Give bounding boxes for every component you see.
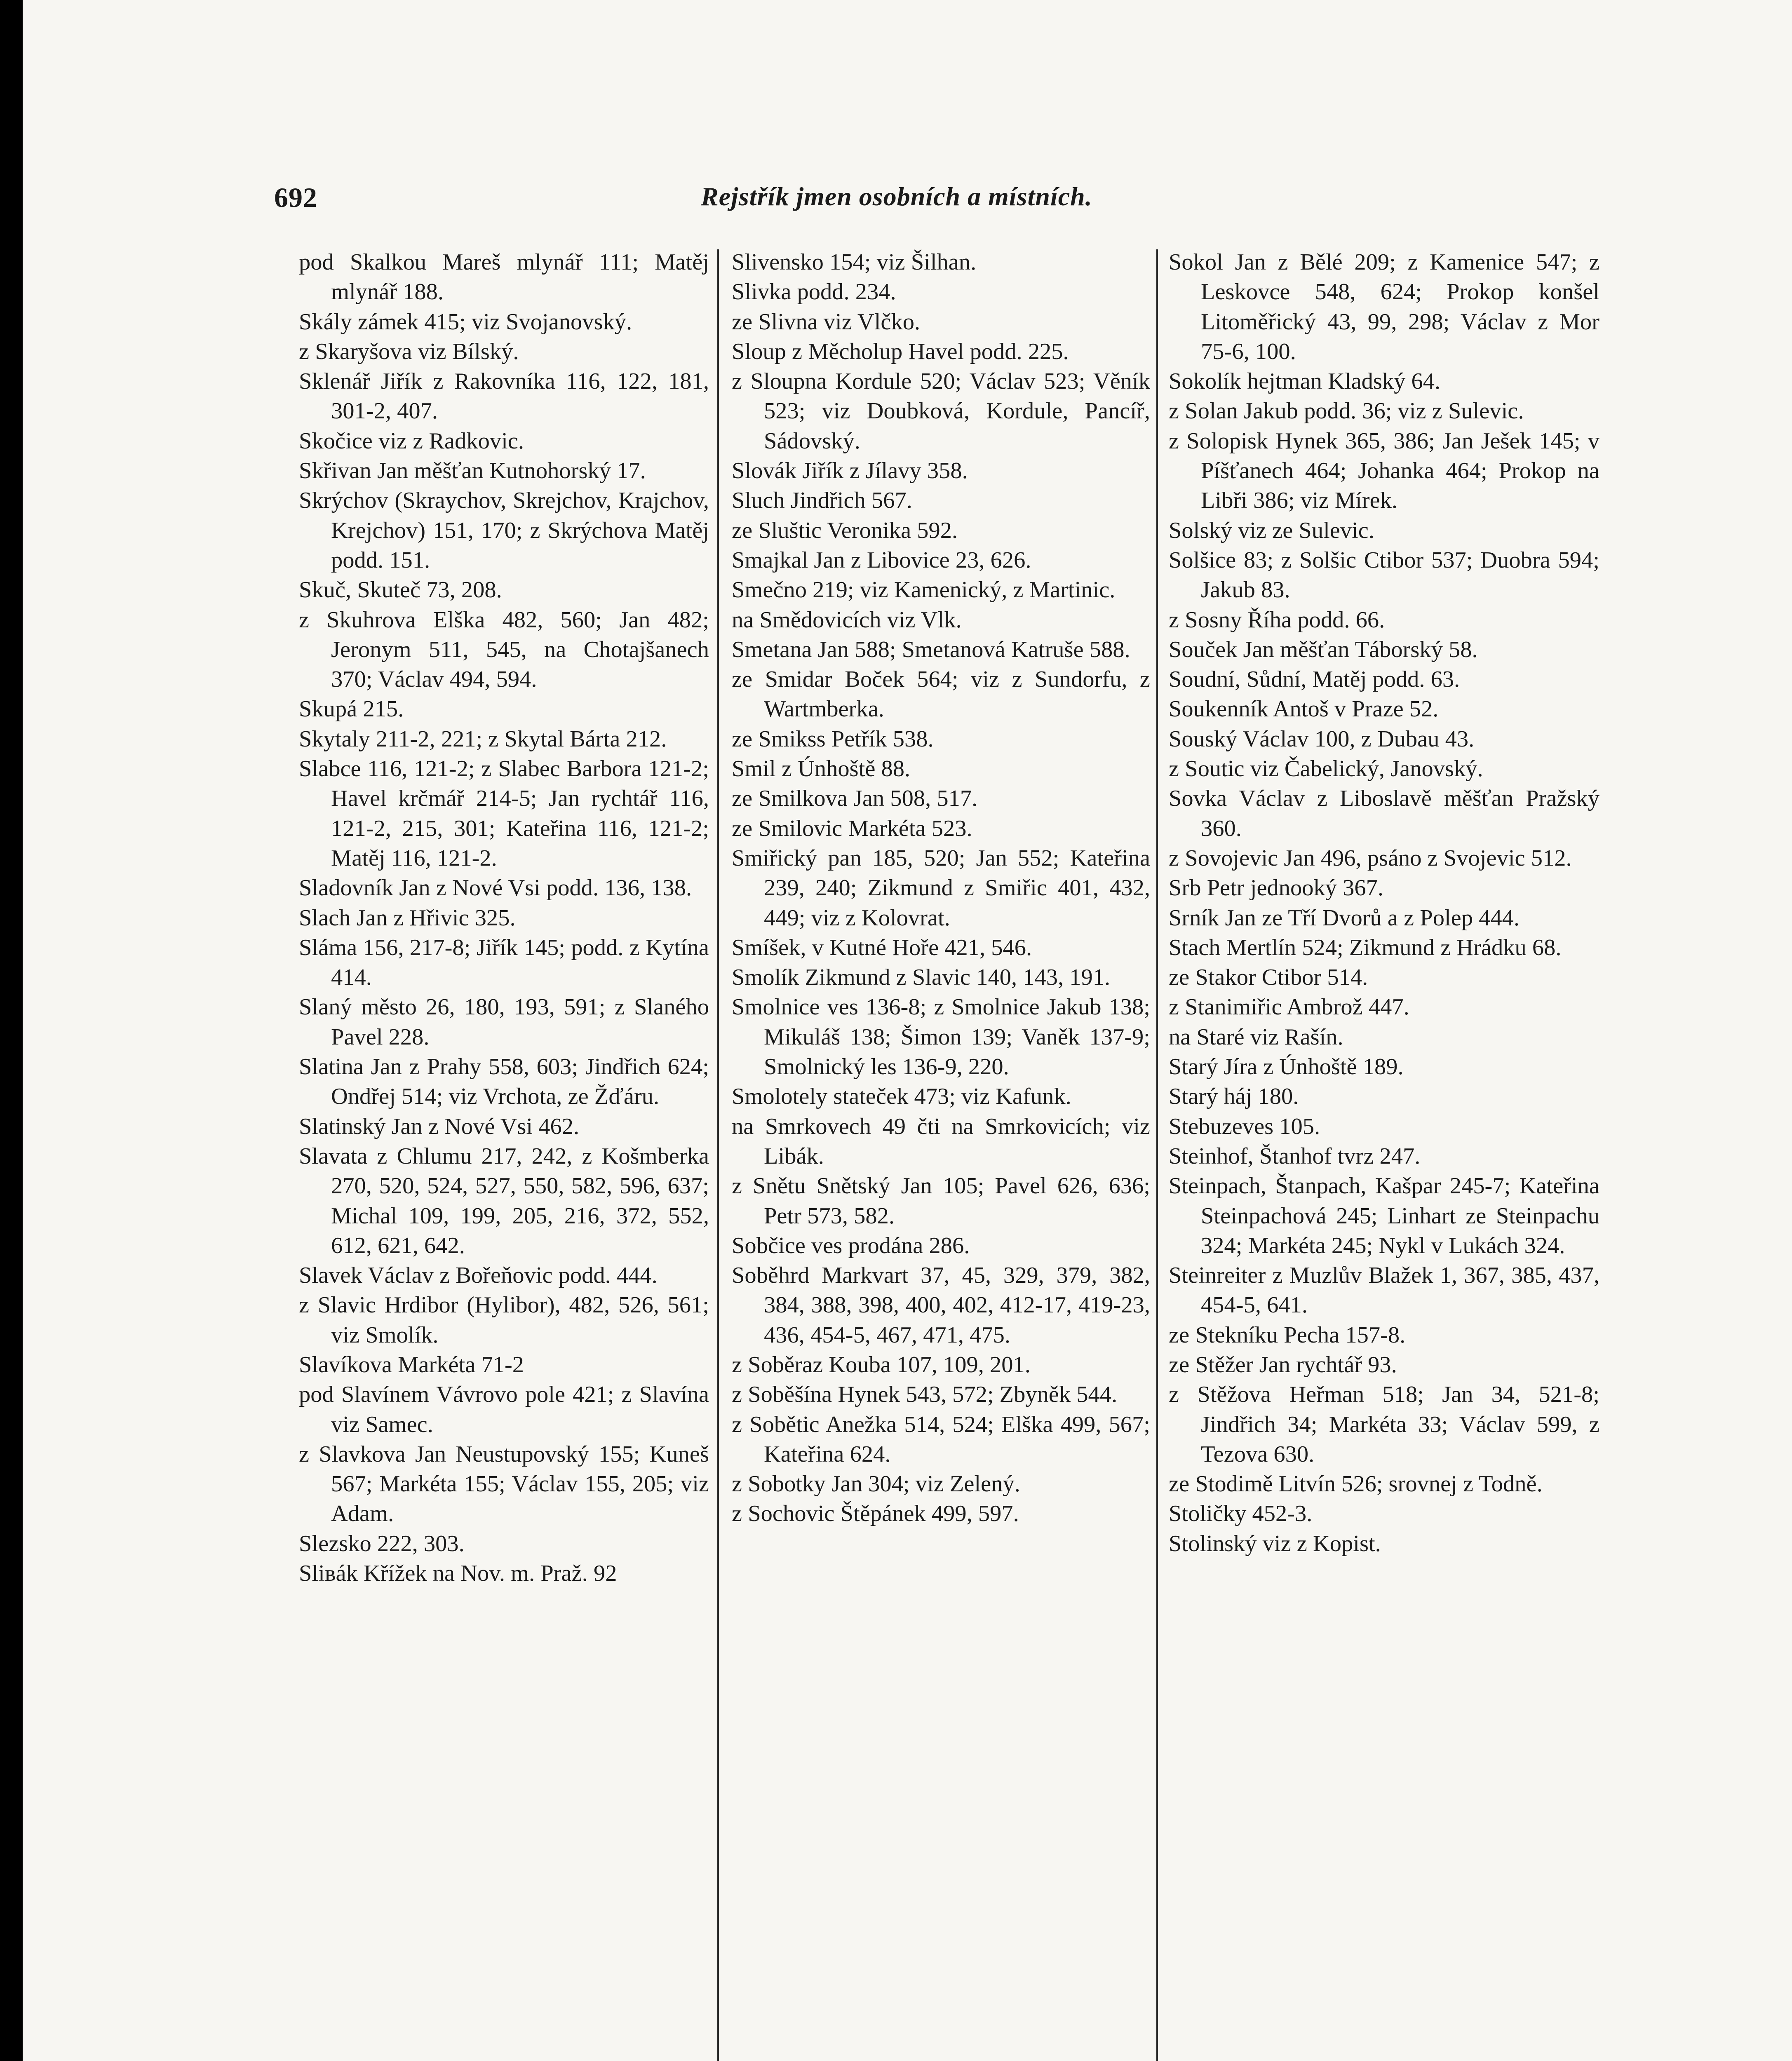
index-entry: Sláma 156, 217-8; Jiřík 145; podd. z Kytína 414.	[299, 934, 709, 991]
index-entry: ze Smilovic Markéta 523.	[732, 815, 972, 841]
index-entry: z Soběšína Hynek 543, 572; Zbyněk 544.	[732, 1382, 1118, 1408]
index-entry: Smolík Zikmund z Slavic 140, 143, 191.	[732, 965, 1111, 991]
index-entry: Sladovník Jan z Nové Vsi podd. 136, 138.	[299, 875, 692, 901]
index-entry: Stach Mertlín 524; Zikmund z Hrádku 68.	[1169, 934, 1562, 960]
index-entry: Stebuzeves 105.	[1169, 1113, 1320, 1139]
index-entry: Slabce 116, 121-2; z Slabec Barbora 121-2; Havel krčmář 214-5; Jan rychtář 116, 121-2, 215, 301; Kateřina 116, 121-2; Matěj 116, 121-2.	[299, 756, 709, 871]
index-entry: Smiřický pan 185, 520; Jan 552; Kateřina 239, 240; Zikmund z Smiřic 401, 432, 449; viz z Kolovrat.	[732, 845, 1150, 931]
index-entry: na Smědovicích viz Vlk.	[732, 607, 962, 633]
index-entry: ze Stodimě Litvín 526; srovnej z Todně.	[1169, 1471, 1543, 1497]
index-entry: z Solan Jakub podd. 36; viz z Sulevic.	[1169, 398, 1524, 424]
index-entry: pod Slavínem Vávrovo pole 421; z Slavína viz Samec.	[299, 1382, 709, 1437]
index-entry: z Slavkova Jan Neustupovský 155; Kuneš 567; Markéta 155; Václav 155, 205; viz Adam.	[299, 1441, 709, 1527]
index-entry: z Sloupna Kordule 520; Václav 523; Věník 523; viz Doubková, Kordule, Pancíř, Sádovský.	[732, 369, 1150, 454]
index-entry: Sokol Jan z Bělé 209; z Kamenice 547; z Leskovce 548, 624; Prokop konšel Litoměřický 43, 99, 298; Václav z Mor 75-6, 100.	[1169, 249, 1599, 364]
index-entry: Skytaly 211-2, 221; z Skytal Bárta 212.	[299, 726, 667, 752]
index-entry: Slatina Jan z Prahy 558, 603; Jindřich 624; Ondřej 514; viz Vrchota, ze Žďáru.	[299, 1054, 709, 1110]
index-entry: Slezsko 222, 303.	[299, 1530, 465, 1556]
index-entry: z Sovojevic Jan 496, psáno z Svojevic 512.	[1169, 845, 1572, 871]
index-entry: Slach Jan z Hřivic 325.	[299, 905, 516, 931]
column-divider	[1156, 249, 1158, 2061]
index-entry: z Stěžova Heřman 518; Jan 34, 521-8; Jindřich 34; Markéta 33; Václav 599, z Tezova 630.	[1169, 1382, 1599, 1467]
index-entry: Smolotely stateček 473; viz Kafunk.	[732, 1084, 1071, 1110]
index-entry: Slivensko 154; viz Šilhan.	[732, 249, 977, 275]
index-entry: z Soutic viz Čabelický, Janovský.	[1169, 756, 1483, 782]
index-entry: ze Stěžer Jan rychtář 93.	[1169, 1352, 1397, 1378]
index-entry: ze Smidar Boček 564; viz z Sundorfu, z Wartmberka.	[732, 667, 1150, 722]
index-entry: Steinpach, Štanpach, Kašpar 245-7; Kateřina Steinpachová 245; Linhart ze Steinpachu 324; Markéta 245; Nykl v Lukách 324.	[1169, 1173, 1599, 1258]
running-head: Rejstřík jmen osobních a místních.	[701, 182, 1092, 211]
index-entry: Smolnice ves 136-8; z Smolnice Jakub 138; Mikuláš 138; Šimon 139; Vaněk 137-9; Smolnický les 136-9, 220.	[732, 994, 1150, 1080]
index-entry: ze Smikss Petřík 538.	[732, 726, 934, 752]
index-entry: z Snětu Snětský Jan 105; Pavel 626, 636; Petr 573, 582.	[732, 1173, 1150, 1229]
index-entry: Smečno 219; viz Kamenický, z Martinic.	[732, 577, 1116, 603]
index-entry: Starý háj 180.	[1169, 1084, 1299, 1110]
index-entry: Skály zámek 415; viz Svojanovský.	[299, 309, 632, 335]
index-entry: Skočice viz z Radkovic.	[299, 428, 524, 454]
index-entry: Smetana Jan 588; Smetanová Katruše 588.	[732, 636, 1130, 662]
index-entry: Souček Jan měšťan Táborský 58.	[1169, 636, 1478, 662]
page-number: 692	[274, 182, 317, 213]
index-entry: z Sochovic Štěpánek 499, 597.	[732, 1501, 1019, 1527]
index-entry: Sobčice ves prodána 286.	[732, 1232, 970, 1258]
index-entry: Srb Petr jednooký 367.	[1169, 875, 1384, 901]
index-entry: Steinhof, Štanhof tvrz 247.	[1169, 1143, 1421, 1169]
index-entry: Skuč, Skuteč 73, 208.	[299, 577, 502, 603]
index-entry: Solšice 83; z Solšic Ctibor 537; Duobra 594; Jakub 83.	[1169, 547, 1599, 603]
index-entry: Solský viz ze Sulevic.	[1169, 517, 1375, 543]
index-entry: na Staré viz Rašín.	[1169, 1024, 1343, 1050]
index-entry: Soběhrd Markvart 37, 45, 329, 379, 382, 384, 388, 398, 400, 402, 412-17, 419-23, 436, 454-5, 467, 471, 475.	[732, 1263, 1150, 1348]
index-entry: Smil z Únhoště 88.	[732, 756, 911, 782]
index-entry: z Sobotky Jan 304; viz Zelený.	[732, 1471, 1020, 1497]
index-entry: Skřivan Jan měšťan Kutnohorský 17.	[299, 458, 646, 484]
index-entry: z Stanimiřic Ambrož 447.	[1169, 994, 1409, 1020]
index-entry: Srník Jan ze Tří Dvorů a z Polep 444.	[1169, 905, 1520, 931]
index-entry: ze Slivna viz Vlčko.	[732, 309, 921, 335]
index-entry: Sluch Jindřich 567.	[732, 488, 912, 514]
index-entry: Sloup z Měcholup Havel podd. 225.	[732, 338, 1069, 364]
index-entry: z Sobětic Anežka 514, 524; Elška 499, 567; Kateřina 624.	[732, 1411, 1150, 1467]
index-entry: Slaný město 26, 180, 193, 591; z Slaného Pavel 228.	[299, 994, 709, 1050]
index-entry: Sklenář Jiřík z Rakovníka 116, 122, 181, 301-2, 407.	[299, 369, 709, 424]
index-entry: z Skuhrova Elška 482, 560; Jan 482; Jeronym 511, 545, na Chotajšanech 370; Václav 494, 594.	[299, 607, 709, 692]
index-entry: Soudní, Sůdní, Matěj podd. 63.	[1169, 667, 1460, 692]
index-entry: Sliвák Křížek na Nov. m. Praž. 92	[299, 1561, 617, 1587]
index-entry: ze Stekníku Pecha 157-8.	[1169, 1322, 1406, 1348]
index-column-3	[1169, 247, 1599, 2061]
column-divider	[717, 249, 719, 2061]
index-entry: ze Stakor Ctibor 514.	[1169, 965, 1368, 991]
index-entry: Slivka podd. 234.	[732, 279, 896, 305]
index-entry: z Solopisk Hynek 365, 386; Jan Ješek 145; v Píšťanech 464; Johanka 464; Prokop na Libři 386; viz Mírek.	[1169, 428, 1599, 514]
index-entry: pod Skalkou Mareš mlynář 111; Matěj mlynář 188.	[299, 249, 709, 305]
index-entry: Smajkal Jan z Libovice 23, 626.	[732, 547, 1031, 573]
index-entry: Stoličky 452-3.	[1169, 1501, 1313, 1527]
index-entry: Skrýchov (Skraychov, Skrejchov, Krajchov, Krejchov) 151, 170; z Skrýchova Matěj podd. 151.	[299, 488, 709, 573]
index-column-2	[732, 247, 1150, 2061]
index-entry: Slatinský Jan z Nové Vsi 462.	[299, 1113, 580, 1139]
index-column-1	[299, 247, 709, 2061]
index-entry: z Soběraz Kouba 107, 109, 201.	[732, 1352, 1031, 1378]
index-entry: Souský Václav 100, z Dubau 43.	[1169, 726, 1475, 752]
index-entry: Sovka Václav z Liboslavě měšťan Pražský 360.	[1169, 786, 1599, 841]
index-entry: ze Sluštic Veronika 592.	[732, 517, 958, 543]
index-entry: Slavata z Chlumu 217, 242, z Košmberka 270, 520, 524, 527, 550, 582, 596, 637; Michal 109, 199, 205, 216, 372, 552, 612, 621, 642.	[299, 1143, 709, 1258]
index-entry: z Slavic Hrdibor (Hylibor), 482, 526, 561; viz Smolík.	[299, 1292, 709, 1348]
index-entry: Soukenník Antoš v Praze 52.	[1169, 696, 1439, 722]
index-entry: Sokolík hejtman Kladský 64.	[1169, 369, 1441, 394]
index-entry: z Skaryšova viz Bílský.	[299, 338, 519, 364]
index-entry: Slavek Václav z Bořeňovic podd. 444.	[299, 1263, 658, 1289]
index-entry: Skupá 215.	[299, 696, 404, 722]
index-entry: Starý Jíra z Únhoště 189.	[1169, 1054, 1404, 1080]
index-entry: Steinreiter z Muzlův Blažek 1, 367, 385, 437, 454-5, 641.	[1169, 1263, 1599, 1318]
index-entry: Slovák Jiřík z Jílavy 358.	[732, 458, 968, 484]
index-entry: Stolinský viz z Kopist.	[1169, 1530, 1381, 1556]
index-entry: Smíšek, v Kutné Hoře 421, 546.	[732, 934, 1032, 960]
index-entry: z Sosny Říha podd. 66.	[1169, 607, 1385, 633]
index-entry: ze Smilkova Jan 508, 517.	[732, 786, 978, 812]
index-entry: Slavíkova Markéta 71-2	[299, 1352, 524, 1378]
index-entry: na Smrkovech 49 čti na Smrkovicích; viz Libák.	[732, 1113, 1150, 1169]
